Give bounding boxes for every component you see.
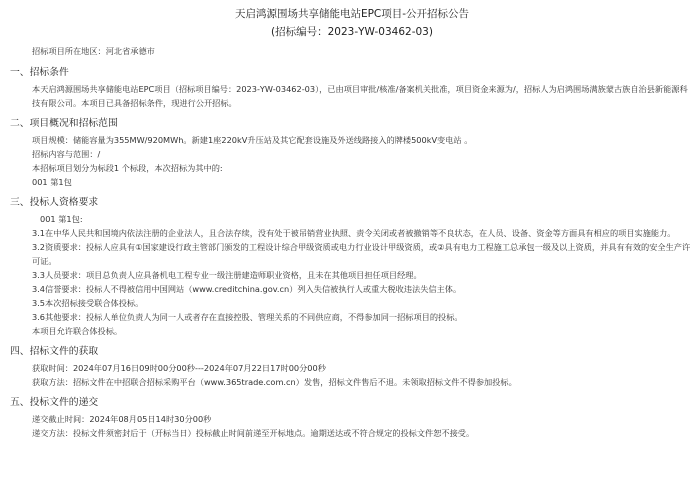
qualification-item: 3.4信誉要求：投标人不得被信用中国网站（www.creditchina.gov.cn）列入失信被执行人或重大税收违法失信主体。	[32, 284, 462, 294]
lot-division: 本招标项目划分为标段1 个标段，本次招标为其中的:	[32, 163, 223, 173]
section-document-acquisition	[10, 344, 694, 389]
tender-scope: 招标内容与范围：/	[32, 149, 101, 159]
section-project-overview	[10, 116, 694, 189]
qualification-item: 3.2资质要求：投标人应具有①国家建设行政主管部门颁发的工程设计综合甲级资质或电力行业设计甲级资质，或②具有电力工程施工总承包一级及以上资质，并具有有效的安全生产许可证。	[32, 242, 691, 266]
package-label: 001 第1包:	[40, 214, 83, 224]
submission-method: 递交方法：投标文件须密封后于（开标当日）投标截止时间前递至开标地点。逾期送达或不符合规定的投标文件恕不接受。	[32, 428, 475, 438]
consortium-note: 本项目允许联合体投标。	[32, 326, 123, 336]
lot-item: 001 第1包	[32, 177, 72, 187]
qualification-item: 3.5本次招标接受联合体投标。	[32, 298, 144, 308]
section-tender-conditions	[10, 65, 694, 110]
project-scale: 项目规模：储能容量为355MW/920MWh。新建1座220kV升压站及其它配套设施及外送线路接入的牌楼500kV变电站 。	[32, 135, 473, 145]
qualification-item: 3.1在中华人民共和国境内依法注册的企业法人，且合法存续，没有处于被吊销营业执照、责令关闭或者被撤销等不良状态，在人员、设备、资金等方面具有相应的项目实施能力。	[32, 228, 676, 238]
acquisition-method: 获取方法：招标文件在中招联合招标采购平台（www.365trade.com.cn）发售，招标文件售后不退。未领取招标文件不得参加投标。	[32, 377, 517, 387]
submission-deadline: 递交截止时间：2024年08月05日14时30分00秒	[32, 414, 212, 424]
project-region: 招标项目所在地区：河北省承德市	[32, 46, 155, 56]
section-bid-submission	[10, 395, 694, 440]
section-heading: 一、招标条件	[10, 67, 69, 78]
qualification-item: 3.3人员要求：项目总负责人应具备机电工程专业一级注册建造师职业资格，且未在其他项目担任项目经理。	[32, 270, 422, 280]
page-title: 天启鸿源围场共享储能电站EPC项目-公开招标公告	[234, 8, 470, 20]
section-bidder-qualifications	[10, 195, 694, 338]
qualification-item: 3.6其他要求：投标人单位负责人为同一人或者存在直接控股、管理关系的不同供应商，不得参加同一招标项目的投标。	[32, 312, 463, 322]
section-heading: 五、投标文件的递交	[10, 397, 99, 408]
section-text: 本天启鸿源围场共享储能电站EPC项目（招标项目编号：2023-YW-03462-03），已由项目审批/核准/备案机关批准，项目资金来源为/，招标人为启鸿围场满族蒙古族自治县新能源科技有限公司。本项目已具备招标条件，现进行公开招标。	[32, 84, 688, 108]
acquisition-time: 获取时间：2024年07月16日09时00分00秒---2024年07月22日17时00分00秒	[32, 363, 326, 373]
section-heading: 二、项目概况和招标范围	[10, 118, 118, 129]
section-heading: 三、投标人资格要求	[10, 197, 99, 208]
tender-code: (招标编号：2023-YW-03462-03)	[271, 26, 433, 38]
section-heading: 四、招标文件的获取	[10, 346, 99, 357]
